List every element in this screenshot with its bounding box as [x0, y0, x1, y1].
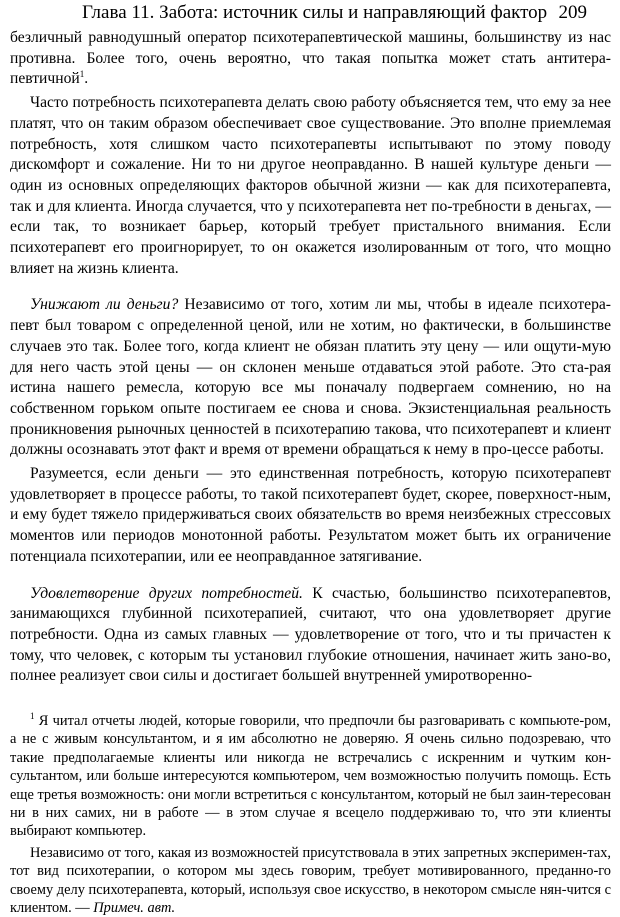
footnote-text: Независимо от того, какая из возможностей присутствовала в этих запретных эксперимен-тах, тот вид психотерапии, о котором мы здесь говорим, требует мотивированного, преданно-го своему делу психотерапевта, который, используя свое искусство, в некотором смысле нян-чится с клиентом. —	[10, 844, 611, 917]
footnote-1	[10, 712, 611, 841]
paragraph-end: .	[84, 70, 89, 88]
page-header	[0, 0, 620, 28]
paragraph-continuation	[10, 28, 611, 90]
footnotes	[10, 712, 611, 917]
running-title: Глава 11. Забота: источник силы и направляющий фактор	[82, 2, 548, 23]
paragraph-text: безличный равнодушный оператор психотерапевтической машины, большинству из нас противна. Более того, очень вероятно, что такая попытка может стать антитера-певтичной	[10, 29, 611, 88]
paragraph-text: К счастью, большинство психотерапевтов, занимающихся глубинной психотерапией, считают, что она удовлетворяет другие потребности. Одна из самых главных — удовлетворение от того, что и ты причастен к тому, что человек, с которым ты установил глубокие отношения, начинает жить зано-во, полнее реализует свои силы и достигает большей внутренней умиротворенно-	[10, 584, 612, 685]
footnote-ref: 1	[79, 69, 85, 80]
paragraph-text: Независимо от того, хотим ли мы, чтобы в идеале психотера-певт был товаром с определенной ценой, или не хотим, но фактически, в большинстве случаев это так. Более того, когда клиент не обязан платить эту цену — или ощути-мую для него часть этой цены — он склонен меньше отдаваться этой работе. Это ста-рая истина нашего ремесла, которую все мы поначалу подвергаем сомнению, но на собственном горьком опыте постигаем ее снова и снова. Экзистенциальная реальность проникновения рыночных ценностей в психотерапию такова, что психотерапевт и клиент должны осознавать этот факт и время от времени обращаться к нему в про-цессе работы.	[10, 296, 611, 459]
footnote-1-continued	[10, 844, 611, 917]
paragraph-other-needs	[10, 584, 611, 688]
paragraph-money	[10, 295, 611, 461]
paragraph-payment: Часто потребность психотерапевта делать свою работу объясняется тем, что ему за нее платят, что он таким образом обеспечивает свое существование. Это вполне приемлемая потребность, хотя слишком часто психотерапевты испытывают по этому поводу дискомфорт и сожаление. Ни то ни другое неоправданно. В нашей культуре деньги — один из основных определяющих факторов обычной жизни — как для психотерапевта, так и для клиента. Иногда случается, что у психотерапевта нет по-требности в деньгах, — если так, то возникает барьер, который требует пристального внимания. Если психотерапевт его проигнорирует, то он окажется изолированным от того, что мощно влияет на жизнь клиента.	[10, 94, 611, 277]
main-text	[10, 28, 611, 687]
footnote-mark: 1	[30, 711, 35, 722]
runin-heading-money: Унижают ли деньги?	[30, 296, 179, 314]
page-number: 209	[558, 2, 587, 23]
footnote-attribution: Примеч. авт.	[93, 900, 176, 917]
paragraph-only-money: Разумеется, если деньги — это единственная потребность, которую психотерапевт удовлетворяет в процессе работы, то такой психотерапевт будет, скорее, поверхност-ным, и ему будет тяжело придерживаться своих обязательств во время неизбежных стрессовых моментов или периодов монотонной работы. Результатом может быть их ограничение потенциала психотерапии, или ее неоправданное затягивание.	[10, 465, 611, 565]
runin-heading-other-needs: Удовлетворение других потребностей.	[30, 584, 303, 602]
footnote-text: Я читал отчеты людей, которые говорили, что предпочли бы разговаривать с компьюте-ром, а не с живым консультантом, и я им абсолютно не доверяю. Я очень сильно подозреваю, что такие предполагаемые клиенты или никогда не встречались с искренним и чутким кон-сультантом, или больше интересуются компьютером, чем возможностью получить помощь. Есть еще третья возможность: они могли встретиться с консультантом, который не был заин-тересован ни в них самих, ни в работе — в этом случае я всецело поддерживаю то, что эти клиенты выбирают компьютер.	[10, 713, 611, 840]
